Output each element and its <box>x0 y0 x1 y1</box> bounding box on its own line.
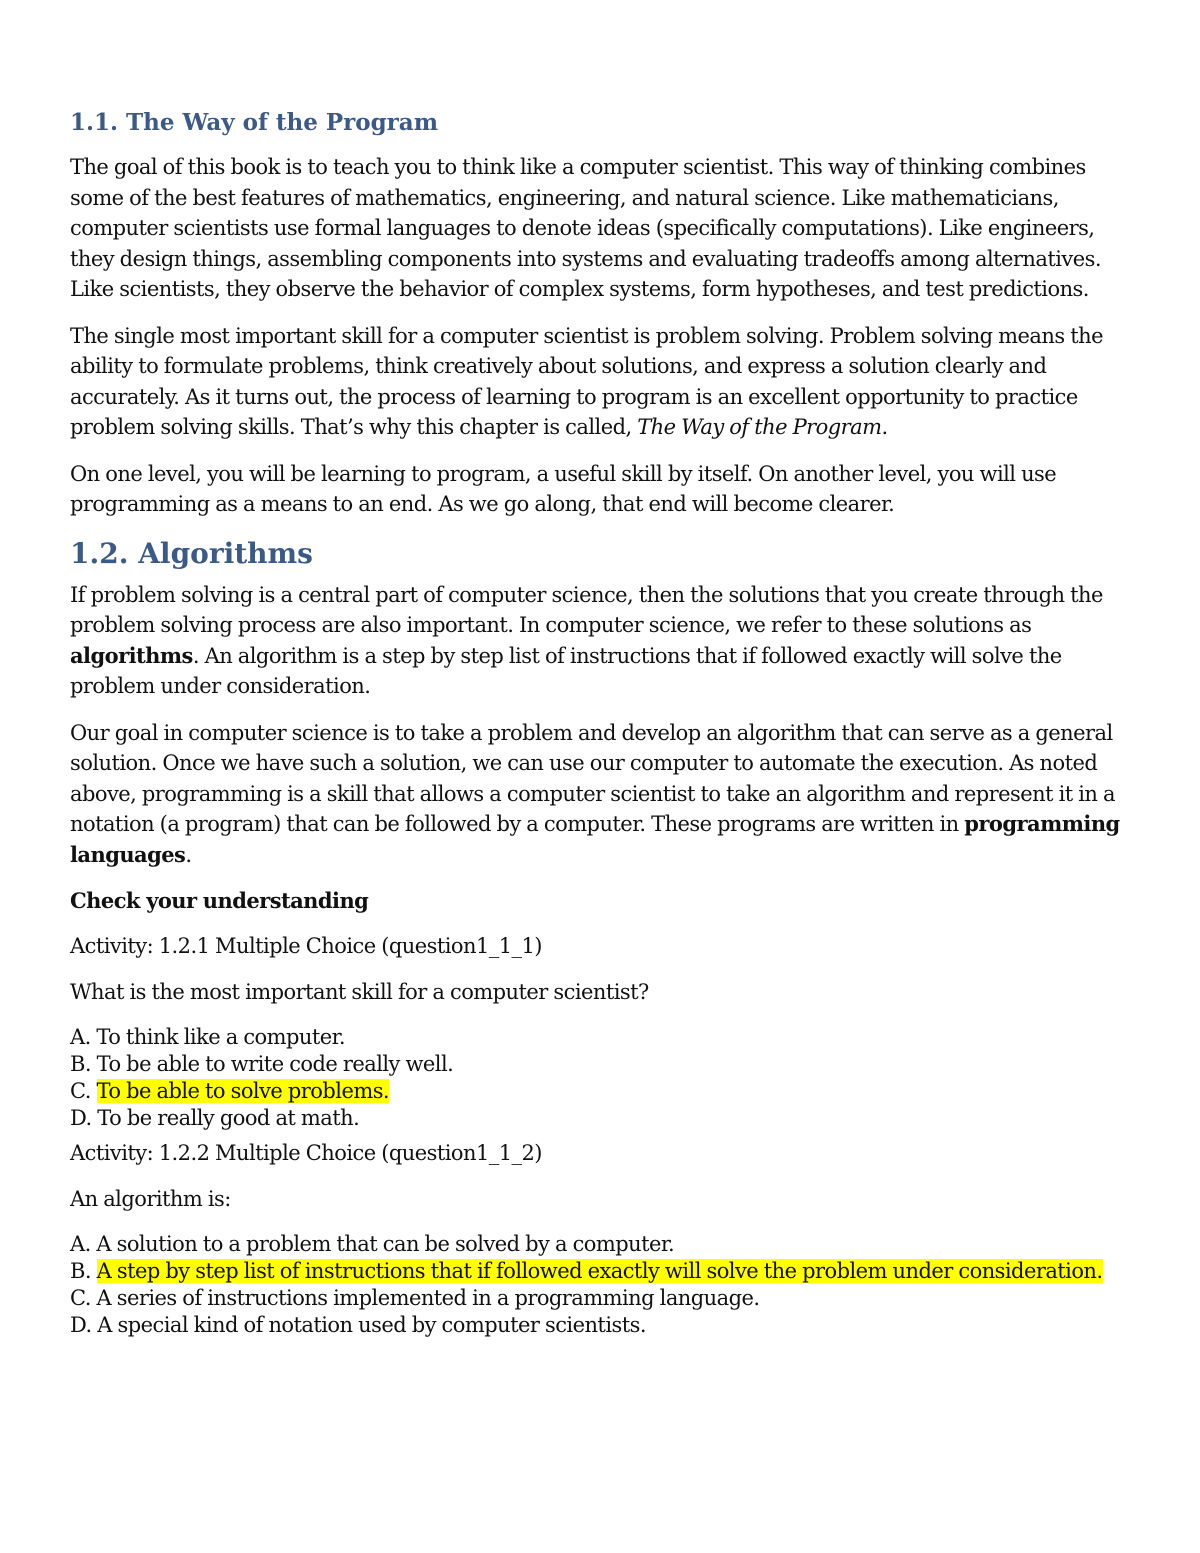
paragraph-algorithms-definition <box>70 580 1130 702</box>
option-a[interactable] <box>70 1231 1130 1258</box>
option-letter: C. <box>70 1285 97 1310</box>
option-letter: C. <box>70 1078 97 1103</box>
option-text: A special kind of notation used by computer scientists. <box>97 1312 646 1337</box>
paragraph-problem-solving-text: The single most important skill for a computer scientist is problem solving. Problem solving means the ability to formulate problems, think creatively about solutions, and express a solution clearly and accurately. As it turns out, the process of learning to program is an excellent opportunity to practice problem solving skills. That’s why this chapter is called, <box>70 323 1103 439</box>
chapter-title-italic: The Way of the Program <box>637 415 882 439</box>
paragraph-our-goal-a: Our goal in computer science is to take a problem and develop an algorithm that can serve as a general solution. Once we have such a solution, we can use our computer to automate the execution. As noted above, programming is a skill that allows a computer scientist to take an algorithm and represent it in a notation (a program) that can be followed by a computer. These programs are written in <box>70 720 1115 836</box>
option-d[interactable] <box>70 1105 1130 1132</box>
option-b[interactable] <box>70 1051 1130 1078</box>
term-programming-languages: programming languages <box>70 811 1120 867</box>
option-letter: D. <box>70 1105 98 1130</box>
activity-title: Activity: 1.2.1 Multiple Choice (question1_1_1) <box>70 933 542 958</box>
paragraph-one-level: On one level, you will be learning to program, a useful skill by itself. On another level, you will use programming as a means to an end. As we go along, that end will become clearer. <box>70 461 1057 516</box>
answer-options <box>70 1024 1130 1132</box>
option-text-highlighted: A step by step list of instructions that if followed exactly will solve the problem under consideration. <box>96 1258 1103 1283</box>
option-text: To think like a computer. <box>96 1024 345 1049</box>
section-heading-algorithms: 1.2. Algorithms <box>70 536 313 570</box>
paragraph-our-goal <box>70 718 1130 871</box>
question-text: What is the most important skill for a computer scientist? <box>70 980 649 1004</box>
option-letter: B. <box>70 1051 97 1076</box>
option-text: A series of instructions implemented in a programming language. <box>96 1285 760 1310</box>
option-a[interactable] <box>70 1024 1130 1051</box>
option-text-highlighted: To be able to solve problems. <box>96 1078 390 1103</box>
activity-title: Activity: 1.2.2 Multiple Choice (question1_1_2) <box>70 1140 542 1165</box>
option-c[interactable] <box>70 1078 1130 1105</box>
option-d[interactable] <box>70 1312 1130 1339</box>
paragraph-problem-solving <box>70 321 1130 443</box>
paragraph-problem-solving-end: . <box>881 415 888 439</box>
option-text: To be able to write code really well. <box>96 1051 454 1076</box>
paragraph-algorithms-b: . An algorithm is a step by step list of instructions that if followed exactly will solve the problem under consideration. <box>70 643 1062 698</box>
option-letter: A. <box>70 1024 97 1049</box>
option-b[interactable] <box>70 1258 1130 1285</box>
answer-options <box>70 1231 1130 1339</box>
section-heading-way-of-program: 1.1. The Way of the Program <box>70 109 439 136</box>
option-letter: B. <box>70 1258 97 1283</box>
option-c[interactable] <box>70 1285 1130 1312</box>
option-letter: D. <box>70 1312 98 1337</box>
option-letter: A. <box>70 1231 97 1256</box>
term-algorithms: algorithms <box>70 642 193 668</box>
question-text: An algorithm is: <box>70 1187 231 1211</box>
paragraph-our-goal-b: . <box>185 842 192 867</box>
paragraph-goal: The goal of this book is to teach you to think like a computer scientist. This way of thinking combines some of the best features of mathematics, engineering, and natural science. Like mathematicians, computer scientists use formal languages to denote ideas (specifically computations). Like engineers, they design things, assembling components into systems and evaluating tradeoffs among alternatives. Like scientists, they observe the behavior of complex systems, form hypotheses, and test predictions. <box>70 155 1101 301</box>
paragraph-algorithms-a: If problem solving is a central part of computer science, then the solutions that you create through the problem solving process are also important. In computer science, we refer to these solutions as <box>70 582 1103 637</box>
option-text: A solution to a problem that can be solved by a computer. <box>96 1231 675 1256</box>
option-text: To be really good at math. <box>97 1105 360 1130</box>
check-understanding-heading: Check your understanding <box>70 888 369 913</box>
